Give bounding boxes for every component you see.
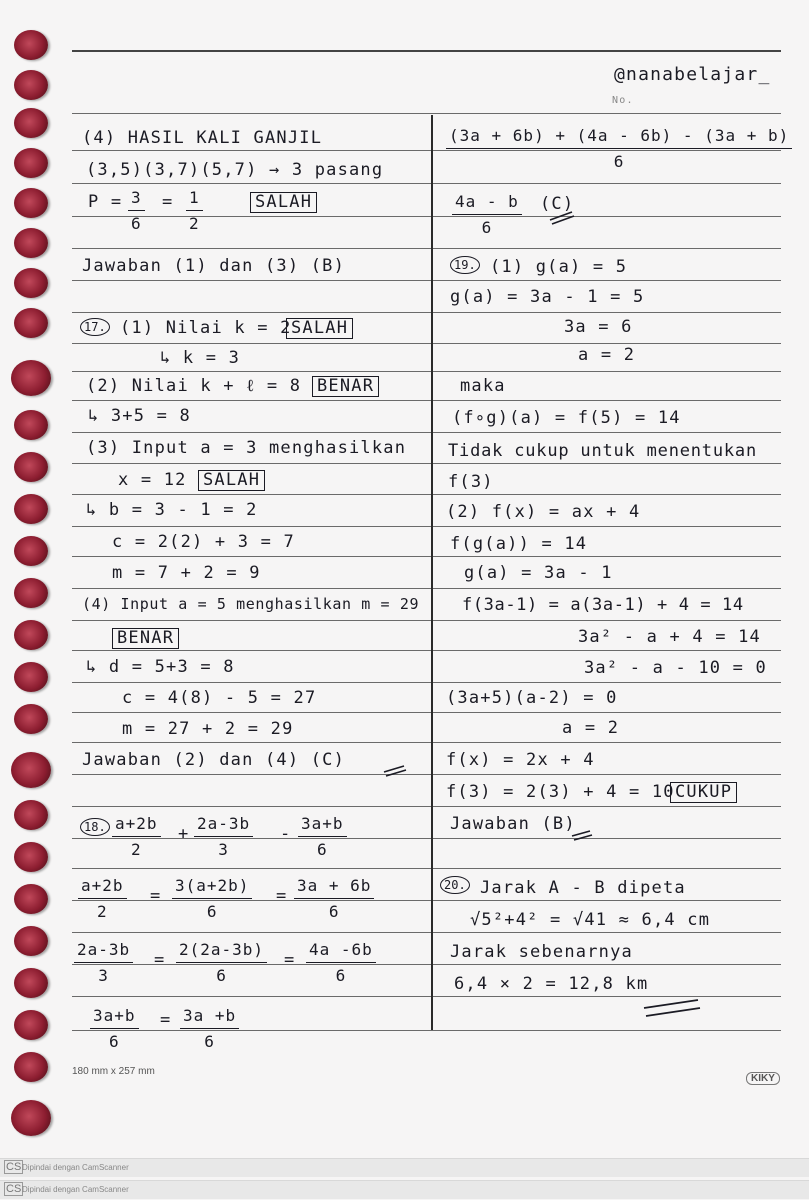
- ruled-line: [72, 620, 781, 621]
- line-nilai-k: (1) Nilai k = 2: [120, 318, 292, 338]
- binding-hole: [14, 842, 48, 872]
- ruled-line: [72, 50, 781, 52]
- fraction-row2-c: [306, 940, 376, 985]
- fraction-2a-3b-over-3: [194, 814, 253, 859]
- numerator: 2a-3b: [74, 940, 133, 963]
- denominator: 6: [328, 902, 340, 921]
- binding-hole: [14, 410, 48, 440]
- line-b: ↳ b = 3 - 1 = 2: [86, 500, 258, 520]
- line-fog: (f∘g)(a) = f(5) = 14: [452, 408, 681, 428]
- denominator: 6: [316, 840, 328, 859]
- ruled-line: [72, 526, 781, 527]
- camscanner-icon: CS: [6, 1183, 22, 1195]
- binding-hole: [14, 70, 48, 100]
- line-jarak-sebenarnya: Jarak sebenarnya: [450, 942, 633, 962]
- ruled-line: [72, 400, 781, 401]
- ruled-line: [72, 650, 781, 651]
- equals-sign: =: [284, 950, 296, 970]
- q20-row: [440, 876, 470, 894]
- numerator: 3a + 6b: [294, 876, 374, 899]
- answer-line-19: Jawaban (B): [450, 814, 576, 834]
- denominator: 6: [335, 966, 347, 985]
- denominator: 2: [96, 902, 108, 921]
- line-3-5-8: ↳ 3+5 = 8: [88, 406, 191, 426]
- binding-hole: [11, 360, 51, 396]
- denominator: 6: [613, 152, 625, 171]
- line-f-x-2x: f(x) = 2x + 4: [446, 750, 595, 770]
- double-underline-mark: [548, 206, 576, 226]
- binding-hole: [14, 926, 48, 956]
- numerator: 3(a+2b): [172, 876, 252, 899]
- line-m-29: m = 27 + 2 = 29: [122, 719, 294, 739]
- verdict-salah-box: SALAH: [198, 470, 265, 491]
- equals-sign: =: [160, 1010, 172, 1030]
- ruled-line: [72, 556, 781, 557]
- line-c-27: c = 4(8) - 5 = 27: [122, 688, 317, 708]
- ruled-line: [72, 868, 781, 869]
- answer-line-17: Jawaban (2) dan (4) (C): [82, 750, 346, 770]
- paper-size-label: 180 mm x 257 mm: [72, 1066, 155, 1077]
- numerator: 2(2a-3b): [176, 940, 267, 963]
- fraction-row1-c: [294, 876, 374, 921]
- line-x-12: x = 12: [118, 470, 187, 490]
- ruled-line: [72, 343, 781, 344]
- fraction-3-6: [128, 188, 145, 233]
- denominator: 3: [218, 840, 229, 859]
- line-c: c = 2(2) + 3 = 7: [112, 532, 295, 552]
- line-maka: maka: [460, 376, 506, 396]
- fraction-row2-b: [176, 940, 267, 985]
- fraction-row3-a: [90, 1006, 139, 1051]
- denominator: 6: [131, 214, 142, 233]
- binding-hole: [14, 452, 48, 482]
- denominator: 3: [98, 966, 109, 985]
- question-number-18: 18.: [80, 818, 110, 836]
- line-g-a-eq: g(a) = 3a - 1 = 5: [450, 287, 645, 307]
- brand-logo: KIKY: [746, 1072, 780, 1085]
- line-g-a-5: (1) g(a) = 5: [490, 257, 628, 277]
- binding-hole: [14, 536, 48, 566]
- binding-hole: [14, 228, 48, 258]
- line-jarak-peta: Jarak A - B dipeta: [480, 878, 686, 898]
- binding-hole: [14, 108, 48, 138]
- column-divider: [431, 115, 433, 1030]
- verdict-benar-box: BENAR: [112, 628, 179, 649]
- line-f-g-a: f(g(a)) = 14: [450, 534, 588, 554]
- numerator: 1: [186, 188, 203, 211]
- scanner-watermark: [0, 1158, 809, 1177]
- numerator: 3a +b: [180, 1006, 239, 1029]
- prob-label: P =: [88, 192, 123, 212]
- plus-sign: +: [178, 824, 190, 844]
- ruled-line: [72, 371, 781, 372]
- denominator: 2: [189, 214, 200, 233]
- ruled-line: [72, 494, 781, 495]
- verdict-salah-box: SALAH: [286, 318, 353, 339]
- ruled-line: [72, 183, 781, 184]
- line-hasil-kali-ganjil: (4) HASIL KALI GANJIL: [82, 128, 323, 148]
- page-number-label: No.: [612, 95, 634, 106]
- equals-sign: =: [154, 950, 166, 970]
- binding-hole: [14, 30, 48, 60]
- question-number-19: 19.: [450, 256, 480, 274]
- binding-hole: [14, 704, 48, 734]
- binding-hole: [14, 148, 48, 178]
- line-f-3-10: f(3) = 2(3) + 4 = 10: [446, 782, 675, 802]
- line-a-2: a = 2: [578, 345, 636, 365]
- q19-row: [450, 256, 480, 274]
- line-k-3: ↳ k = 3: [160, 348, 241, 368]
- numerator: 2a-3b: [194, 814, 253, 837]
- fraction-3a-b-over-6: [298, 814, 347, 859]
- ruled-line: [72, 774, 781, 775]
- binding-hole: [14, 1052, 48, 1082]
- ruled-line: [72, 248, 781, 249]
- double-underline-mark: [570, 826, 594, 842]
- denominator: 6: [481, 218, 493, 237]
- numerator: 3a+b: [90, 1006, 139, 1029]
- line-tidak-cukup: Tidak cukup untuk menentukan: [448, 441, 757, 461]
- fraction-row1-b: [172, 876, 252, 921]
- numerator: 3: [128, 188, 145, 211]
- fraction-1-2: [186, 188, 203, 233]
- line-final-distance: 6,4 × 2 = 12,8 km: [454, 974, 649, 994]
- ruled-line: [72, 280, 781, 281]
- ruled-line: [72, 1030, 781, 1031]
- denominator: 6: [206, 902, 218, 921]
- author-handle: @nanabelajar_: [614, 64, 771, 85]
- line-nilai-k-l: (2) Nilai k + ℓ = 8: [86, 376, 302, 396]
- line-quadratic-0: 3a² - a - 10 = 0: [584, 658, 767, 678]
- ruled-line: [72, 113, 781, 114]
- fraction-row2-a: [74, 940, 133, 985]
- question-number-20: 20.: [440, 876, 470, 894]
- double-underline-mark: [640, 996, 704, 1020]
- line-f3: f(3): [448, 472, 494, 492]
- line-3a-6: 3a = 6: [564, 317, 633, 337]
- camscanner-icon: CS: [6, 1161, 22, 1173]
- verdict-cukup-box: CUKUP: [670, 782, 737, 803]
- fraction-row3-b: [180, 1006, 239, 1051]
- equals-sign: =: [150, 886, 162, 906]
- scanner-watermark: [0, 1180, 809, 1199]
- binding-hole: [14, 188, 48, 218]
- line-a-2-final: a = 2: [562, 718, 620, 738]
- fraction-a-2b-over-2: [112, 814, 161, 859]
- numerator: 4a -6b: [306, 940, 376, 963]
- numerator: a+2b: [78, 876, 127, 899]
- binding-hole: [14, 578, 48, 608]
- numerator: (3a + 6b) + (4a - 6b) - (3a + b): [446, 126, 792, 149]
- binding-hole: [14, 884, 48, 914]
- binding-hole: [11, 752, 51, 788]
- numerator: 3a+b: [298, 814, 347, 837]
- question-number-17: 17.: [80, 318, 110, 336]
- binding-hole: [14, 494, 48, 524]
- spiral-binding: [0, 0, 70, 1200]
- binding-hole: [14, 268, 48, 298]
- fraction-answer-4a-b: [452, 192, 522, 237]
- binding-hole: [14, 800, 48, 830]
- minus-sign: -: [280, 824, 292, 844]
- denominator: 2: [130, 840, 142, 859]
- binding-hole: [14, 968, 48, 998]
- line-pythagoras: √5²+4² = √41 ≈ 6,4 cm: [470, 910, 711, 930]
- scanner-text: Dipindai dengan CamScanner: [22, 1185, 129, 1194]
- line-g-a-3a-1: g(a) = 3a - 1: [464, 563, 613, 583]
- double-underline-mark: [382, 762, 408, 778]
- verdict-salah-box: SALAH: [250, 192, 317, 213]
- verdict-benar-box: BENAR: [312, 376, 379, 397]
- binding-hole: [14, 620, 48, 650]
- ruled-line: [72, 463, 781, 464]
- denominator: 6: [108, 1032, 120, 1051]
- fraction-combined: [446, 126, 792, 171]
- fraction-row1-a: [78, 876, 127, 921]
- binding-hole: [14, 662, 48, 692]
- ruled-line: [72, 932, 781, 933]
- equals-sign: =: [162, 192, 174, 212]
- ruled-line: [72, 588, 781, 589]
- ruled-line: [72, 312, 781, 313]
- denominator: 6: [216, 966, 227, 985]
- line-input-a-5: (4) Input a = 5 menghasilkan m = 29: [82, 595, 420, 613]
- binding-hole: [14, 308, 48, 338]
- line-pairs: (3,5)(3,7)(5,7) → 3 pasang: [86, 160, 384, 180]
- line-f-x: (2) f(x) = ax + 4: [446, 502, 641, 522]
- numerator: a+2b: [112, 814, 161, 837]
- q17-row: [80, 318, 110, 336]
- scanner-text: Dipindai dengan CamScanner: [22, 1163, 129, 1172]
- binding-hole: [11, 1100, 51, 1136]
- answer-tag-c: (C): [540, 194, 575, 214]
- line-f-3a-1: f(3a-1) = a(3a-1) + 4 = 14: [462, 595, 744, 615]
- ruled-line: [72, 432, 781, 433]
- ruled-line: [72, 806, 781, 807]
- binding-hole: [14, 1010, 48, 1040]
- q18-row: [80, 818, 110, 836]
- line-quadratic-14: 3a² - a + 4 = 14: [578, 627, 761, 647]
- ruled-line: [72, 712, 781, 713]
- line-d: ↳ d = 5+3 = 8: [86, 657, 235, 677]
- answer-line-16: Jawaban (1) dan (3) (B): [82, 256, 346, 276]
- numerator: 4a - b: [452, 192, 522, 215]
- ruled-line: [72, 742, 781, 743]
- line-factor: (3a+5)(a-2) = 0: [446, 688, 618, 708]
- line-m: m = 7 + 2 = 9: [112, 563, 261, 583]
- ruled-line: [72, 682, 781, 683]
- equals-sign: =: [276, 886, 288, 906]
- line-input-a-3: (3) Input a = 3 menghasilkan: [86, 438, 407, 458]
- denominator: 6: [204, 1032, 215, 1051]
- ruled-line: [72, 216, 781, 217]
